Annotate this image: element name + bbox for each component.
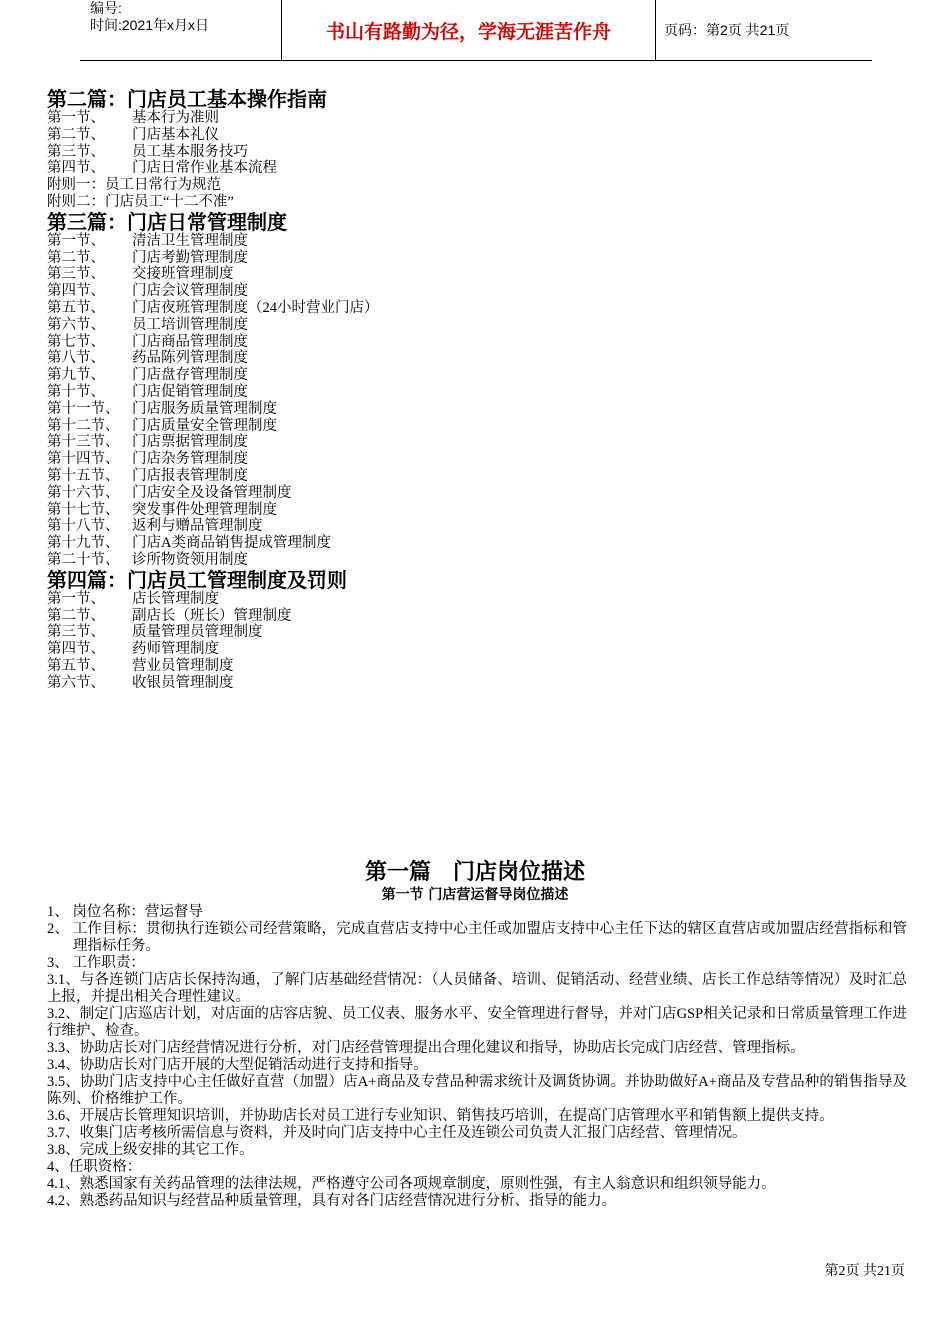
toc-entry bbox=[47, 675, 907, 692]
toc-entry bbox=[47, 624, 907, 641]
toc-entry-number: 第二节、 bbox=[47, 607, 105, 624]
toc-entry-title: 交接班管理制度 bbox=[132, 266, 234, 283]
toc-entry-number: 第十一节、 bbox=[47, 400, 120, 417]
toc-entry-title: 基本行为准则 bbox=[132, 110, 219, 126]
toc-entry bbox=[47, 434, 907, 451]
toc-entry-number: 第三节、 bbox=[47, 143, 105, 160]
toc-entry-number: 第六节、 bbox=[47, 316, 105, 333]
toc-entry-number: 第十四节、 bbox=[47, 451, 120, 468]
toc-entry bbox=[47, 384, 907, 401]
toc-appendix-entry: 附则一：员工日常行为规范 bbox=[47, 177, 221, 194]
body-paragraph: 3.7、收集门店考核所需信息与资料，并及时向门店支持中心主任及连锁公司负责人汇报门店经营、管理情况。 bbox=[47, 1125, 747, 1141]
toc-entry-title: 收银员管理制度 bbox=[132, 674, 234, 691]
toc-part-heading: 第三篇：门店日常管理制度 bbox=[47, 209, 287, 234]
toc-entry-title: 门店票据管理制度 bbox=[132, 434, 248, 451]
toc-entry bbox=[47, 468, 907, 485]
toc-entry bbox=[47, 300, 907, 317]
toc-entry bbox=[47, 535, 907, 552]
toc-entry bbox=[47, 317, 907, 334]
body-paragraph: 3.5、协助门店支持中心主任做好直营（加盟）店A+商品及专营品种需求统计及调货协调。并协助做好A+商品及专营品种的销售指导及陈列、价格维护工作。 bbox=[47, 1074, 907, 1107]
toc-entry bbox=[47, 418, 907, 435]
header-page-cell bbox=[664, 0, 872, 60]
body-paragraph: 3.1、与各连锁门店店长保持沟通，了解门店基础经营情况：（人员储备、培训、促销活动、经营业绩、店长工作总结等情况）及时汇总上报，并提出相关合理性建议。 bbox=[47, 972, 907, 1005]
toc-entry-number: 第二十节、 bbox=[47, 551, 120, 568]
toc-entry-number: 第五节、 bbox=[47, 657, 105, 674]
toc-entry-number: 第一节、 bbox=[47, 590, 105, 607]
toc-part-heading: 第四篇：门店员工管理制度及罚则 bbox=[47, 567, 347, 592]
toc-entry-number: 第六节、 bbox=[47, 674, 105, 691]
toc-entry-number: 第十七节、 bbox=[47, 501, 120, 518]
toc-entry-title: 门店会议管理制度 bbox=[132, 283, 248, 300]
toc-entry-title: 质量管理员管理制度 bbox=[132, 624, 263, 641]
toc-entry-title: 突发事件处理管理制度 bbox=[132, 501, 277, 518]
toc-entry bbox=[47, 266, 907, 283]
toc-entry bbox=[47, 485, 907, 502]
body-paragraph: 4.1、熟悉国家有关药品管理的法律法规，严格遵守公司各项规章制度，原则性强，有主人翁意识和组织领导能力。 bbox=[47, 1176, 776, 1192]
toc-entry-number: 第三节、 bbox=[47, 266, 105, 283]
toc-entry-number: 第二节、 bbox=[47, 126, 105, 143]
toc-entry-title: 门店基本礼仪 bbox=[132, 126, 219, 143]
toc-entry-title: 门店促销管理制度 bbox=[132, 383, 248, 400]
toc-entry bbox=[47, 110, 907, 127]
header-meta-cell bbox=[80, 0, 281, 60]
toc-entry-number: 第十二节、 bbox=[47, 417, 120, 434]
toc-entry-title: 门店夜班管理制度（24小时营业门店） bbox=[132, 299, 379, 316]
body-paragraph: 3.8、完成上级安排的其它工作。 bbox=[47, 1142, 254, 1158]
toc-entry-number: 第十九节、 bbox=[47, 535, 120, 552]
body-paragraph: 2、 工作目标：贯彻执行连锁公司经营策略，完成直营店支持中心主任或加盟店支持中心主任下达的辖区直营店或加盟店经营指标和管理指标任务。 bbox=[47, 921, 907, 954]
toc-entry bbox=[47, 127, 907, 144]
page-header bbox=[80, 0, 872, 61]
toc-entry-number: 第十六节、 bbox=[47, 484, 120, 501]
body-paragraph: 3.6、开展店长管理知识培训，并协助店长对员工进行专业知识、销售技巧培训，在提高门店管理水平和销售额上提供支持。 bbox=[47, 1108, 834, 1124]
header-motto: 书山有路勤为径，学海无涯苦作舟 bbox=[325, 20, 611, 43]
section-subtitle: 第一节 门店营运督导岗位描述 bbox=[381, 887, 569, 903]
toc-entry bbox=[47, 552, 907, 569]
toc-entry bbox=[47, 641, 907, 658]
body-paragraph: 1、 岗位名称：营运督导 bbox=[47, 904, 203, 920]
toc-entry-number: 第四节、 bbox=[47, 160, 105, 177]
document-number-label: 编号: bbox=[90, 0, 122, 16]
header-motto-cell bbox=[281, 0, 656, 60]
toc-entry bbox=[47, 451, 907, 468]
section-title: 第一篇 门店岗位描述 bbox=[364, 860, 585, 885]
toc-entry-title: 员工基本服务技巧 bbox=[132, 143, 248, 160]
toc-entry bbox=[47, 658, 907, 675]
toc-entry bbox=[47, 283, 907, 300]
toc-entry-title: 清洁卫生管理制度 bbox=[132, 232, 248, 249]
toc-entry bbox=[47, 233, 907, 250]
toc-entry-number: 第八节、 bbox=[47, 350, 105, 367]
toc-entry-number: 第十三节、 bbox=[47, 434, 120, 451]
header-page-info: 页码：第2页 共21页 bbox=[664, 22, 790, 38]
toc-entry-title: 门店杂务管理制度 bbox=[132, 451, 248, 468]
toc-entry-title: 药品陈列管理制度 bbox=[132, 350, 248, 367]
toc-entry bbox=[47, 160, 907, 177]
toc-entry-number: 第九节、 bbox=[47, 367, 105, 384]
toc-entry-title: 门店报表管理制度 bbox=[132, 467, 248, 484]
toc-entry-title: 门店日常作业基本流程 bbox=[132, 160, 277, 177]
toc-entry-number: 第四节、 bbox=[47, 641, 105, 658]
body-paragraph: 3.3、协助店长对门店经营情况进行分析，对门店经营管理提出合理化建议和指导，协助店长完成门店经营、管理指标。 bbox=[47, 1040, 805, 1056]
toc-entry-number: 第二节、 bbox=[47, 249, 105, 266]
toc-entry-title: 返利与赠品管理制度 bbox=[132, 518, 263, 535]
toc-entry-title: 门店考勤管理制度 bbox=[132, 249, 248, 266]
toc-entry bbox=[47, 334, 907, 351]
toc-entry bbox=[47, 350, 907, 367]
toc-entry bbox=[47, 144, 907, 161]
toc-entry-title: 门店服务质量管理制度 bbox=[132, 400, 277, 417]
toc-entry-title: 诊所物资领用制度 bbox=[132, 551, 248, 568]
toc-entry-title: 门店质量安全管理制度 bbox=[132, 417, 277, 434]
toc-entry-title: 员工培训管理制度 bbox=[132, 316, 248, 333]
toc-entry-title: 副店长（班长）管理制度 bbox=[132, 607, 292, 624]
toc-entry bbox=[47, 401, 907, 418]
toc-entry bbox=[47, 591, 907, 608]
toc-entry-title: 门店盘存管理制度 bbox=[132, 367, 248, 384]
toc-entry bbox=[47, 502, 907, 519]
body-paragraph: 4.2、熟悉药品知识与经营品种质量管理，具有对各门店经营情况进行分析、指导的能力。 bbox=[47, 1193, 617, 1209]
job-description-body bbox=[47, 904, 907, 1210]
toc-entry-number: 第十八节、 bbox=[47, 518, 120, 535]
toc-entry-number: 第四节、 bbox=[47, 283, 105, 300]
page-footer: 第2页 共21页 bbox=[824, 1264, 905, 1279]
toc-entry-number: 第十五节、 bbox=[47, 467, 120, 484]
toc-entry bbox=[47, 367, 907, 384]
toc-appendix-entry: 附则二：门店员工“十二不准” bbox=[47, 193, 234, 210]
table-of-contents bbox=[47, 88, 907, 692]
toc-entry-number: 第五节、 bbox=[47, 299, 105, 316]
body-paragraph: 3、 工作职责： bbox=[47, 955, 145, 971]
toc-entry-title: 门店安全及设备管理制度 bbox=[132, 484, 292, 501]
body-paragraph: 3.2、制定门店巡店计划，对店面的店容店貌、员工仪表、服务水平、安全管理进行督导，并对门店GSP相关记录和日常质量管理工作进行维护、检查。 bbox=[47, 1006, 907, 1039]
toc-entry-title: 营业员管理制度 bbox=[132, 657, 234, 674]
toc-entry bbox=[47, 250, 907, 267]
toc-entry bbox=[47, 518, 907, 535]
toc-entry-number: 第三节、 bbox=[47, 624, 105, 641]
toc-entry-number: 第一节、 bbox=[47, 232, 105, 249]
toc-entry-title: 店长管理制度 bbox=[132, 590, 219, 607]
toc-entry-title: 门店A类商品销售提成管理制度 bbox=[132, 535, 331, 552]
document-time-label: 时间:2021年x月x日 bbox=[90, 17, 210, 33]
body-paragraph: 3.4、协助店长对门店开展的大型促销活动进行支持和指导。 bbox=[47, 1057, 428, 1073]
toc-entry-number: 第十节、 bbox=[47, 383, 105, 400]
body-paragraph: 4、任职资格： bbox=[47, 1159, 142, 1175]
toc-entry-title: 门店商品管理制度 bbox=[132, 333, 248, 350]
toc-entry-title: 药师管理制度 bbox=[132, 641, 219, 658]
toc-part-heading: 第二篇：门店员工基本操作指南 bbox=[47, 87, 327, 111]
toc-entry bbox=[47, 608, 907, 625]
toc-entry-number: 第七节、 bbox=[47, 333, 105, 350]
toc-entry-number: 第一节、 bbox=[47, 110, 105, 126]
